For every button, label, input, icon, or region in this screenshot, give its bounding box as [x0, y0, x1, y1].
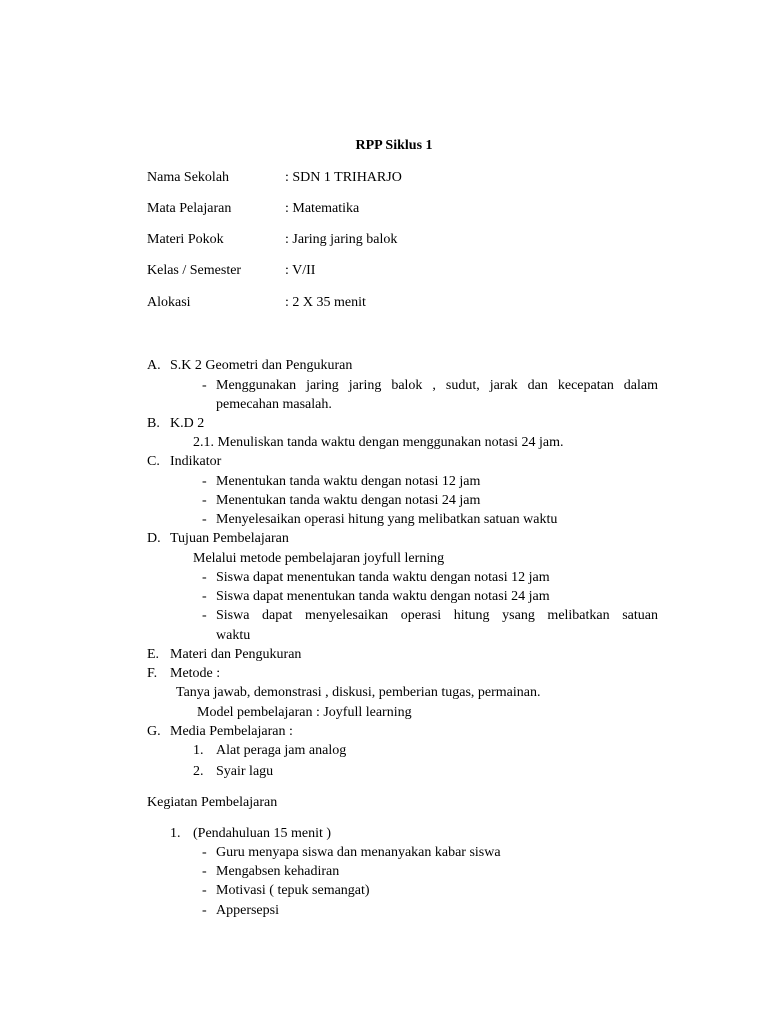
section-d-intro: Melalui metode pembelajaran joyfull lerning — [193, 551, 445, 566]
section-c-item: Menyelesaikan operasi hitung yang melibatkan satuan waktu — [216, 512, 558, 527]
section-a-item-line1: Menggunakan jaring jaring balok , sudut, jarak dan kecepatan dalam — [216, 378, 658, 393]
bullet-dash: - — [202, 864, 207, 879]
section-c-item: Menentukan tanda waktu dengan notasi 24 jam — [216, 493, 481, 508]
bullet-dash: - — [202, 378, 207, 393]
section-d-item: Siswa dapat menentukan tanda waktu dengan notasi 12 jam — [216, 570, 550, 585]
section-b-text: 2.1. Menuliskan tanda waktu dengan menggunakan notasi 24 jam. — [193, 435, 564, 450]
document-title: RPP Siklus 1 — [355, 138, 433, 153]
info-value-materi-pokok: : Jaring jaring balok — [285, 232, 398, 247]
kegiatan-item: Mengabsen kehadiran — [216, 864, 340, 879]
info-label-kelas-semester: Kelas / Semester — [147, 263, 242, 278]
kegiatan-item: Appersepsi — [216, 903, 279, 918]
section-c-item: Menentukan tanda waktu dengan notasi 12 jam — [216, 474, 481, 489]
section-d-heading: Tujuan Pembelajaran — [170, 531, 289, 546]
kegiatan-item: Guru menyapa siswa dan menanyakan kabar siswa — [216, 845, 501, 860]
info-label-nama-sekolah: Nama Sekolah — [147, 170, 230, 185]
section-g-item: Syair lagu — [216, 764, 274, 779]
section-c-letter: C. — [147, 454, 160, 469]
section-b-heading: K.D 2 — [170, 416, 205, 431]
section-g-item: Alat peraga jam analog — [216, 743, 347, 758]
section-a-letter: A. — [147, 358, 161, 373]
info-value-mata-pelajaran: : Matematika — [285, 201, 360, 216]
section-d-item: Siswa dapat menentukan tanda waktu dengan notasi 24 jam — [216, 589, 550, 604]
kegiatan-step-label: (Pendahuluan 15 menit ) — [193, 826, 332, 841]
info-label-materi-pokok: Materi Pokok — [147, 232, 224, 247]
section-e-letter: E. — [147, 647, 160, 662]
section-g-letter: G. — [147, 724, 161, 739]
bullet-dash: - — [202, 903, 207, 918]
bullet-dash: - — [202, 512, 207, 527]
bullet-dash: - — [202, 493, 207, 508]
bullet-dash: - — [202, 845, 207, 860]
section-g-number: 1. — [193, 743, 204, 758]
bullet-dash: - — [202, 883, 207, 898]
section-f-line2: Model pembelajaran : Joyfull learning — [197, 705, 412, 720]
bullet-dash: - — [202, 570, 207, 585]
info-value-kelas-semester: : V/II — [285, 263, 316, 278]
section-a-heading: S.K 2 Geometri dan Pengukuran — [170, 358, 353, 373]
section-e-heading: Materi dan Pengukuran — [170, 647, 302, 662]
section-f-line1: Tanya jawab, demonstrasi , diskusi, pemberian tugas, permainan. — [176, 685, 541, 700]
section-d-item3-line1: Siswa dapat menyelesaikan operasi hitung ysang melibatkan satuan — [216, 608, 658, 623]
kegiatan-heading: Kegiatan Pembelajaran — [147, 795, 278, 810]
section-g-heading: Media Pembelajaran : — [170, 724, 293, 739]
section-c-heading: Indikator — [170, 454, 222, 469]
section-a-item-line2: pemecahan masalah. — [216, 397, 332, 412]
kegiatan-item: Motivasi ( tepuk semangat) — [216, 883, 370, 898]
section-d-letter: D. — [147, 531, 161, 546]
info-value-alokasi: : 2 X 35 menit — [285, 295, 366, 310]
section-f-heading: Metode : — [170, 666, 221, 681]
info-label-alokasi: Alokasi — [147, 295, 191, 310]
bullet-dash: - — [202, 608, 207, 623]
section-b-letter: B. — [147, 416, 160, 431]
section-f-letter: F. — [147, 666, 158, 681]
bullet-dash: - — [202, 589, 207, 604]
kegiatan-step-number: 1. — [170, 826, 181, 841]
section-g-number: 2. — [193, 764, 204, 779]
info-value-nama-sekolah: : SDN 1 TRIHARJO — [285, 170, 402, 185]
section-d-item3-line2: waktu — [216, 628, 251, 643]
info-label-mata-pelajaran: Mata Pelajaran — [147, 201, 232, 216]
bullet-dash: - — [202, 474, 207, 489]
